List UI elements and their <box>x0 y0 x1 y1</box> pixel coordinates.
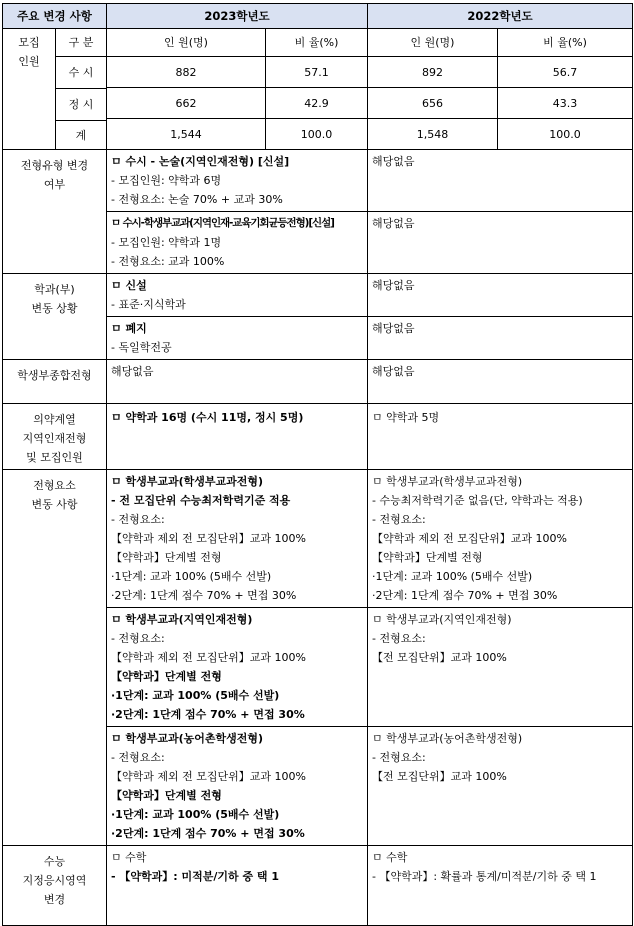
label-line: 및 모집인원 <box>26 451 83 464</box>
text-line: ·2단계: 1단계 점수 70% + 면접 30% <box>111 827 305 840</box>
text-line: ㅁ 수학 <box>111 851 147 864</box>
comprehensive-2023 <box>107 360 368 404</box>
text-line: 해당없음 <box>111 365 154 378</box>
text-line: - 【약학과】: 미적분/기하 중 택 1 <box>111 870 280 883</box>
element-change-2023-2 <box>107 608 368 727</box>
dept-change-2022-1 <box>368 274 633 317</box>
text-line: 해당없음 <box>372 322 415 335</box>
dept-change-label <box>3 274 107 360</box>
element-change-2022-2 <box>368 608 633 727</box>
text-line: ㅁ 학생부교과(학생부교과전형) <box>372 475 523 488</box>
text-line: 【약학과】단계별 전형 <box>111 551 222 564</box>
text-line: 해당없음 <box>372 217 415 230</box>
text-line: - 전형요소: <box>372 513 426 526</box>
text-line: ㅁ 학생부교과(농어촌학생전형) <box>372 732 523 745</box>
dept-change-2023-1 <box>107 274 368 317</box>
row-name-total: 계 <box>75 128 87 142</box>
comprehensive-label <box>3 360 107 404</box>
text-line: ㅁ 수시 - 논술(지역인재전형) [신설] <box>111 155 290 168</box>
ratio-2023: 42.9 <box>266 88 368 119</box>
type-change-2023-2 <box>107 212 368 274</box>
text-line: ㅁ 폐지 <box>111 322 147 335</box>
label-line: 변동 상황 <box>31 302 78 315</box>
text-line: ·1단계: 교과 100% (5배수 선발) <box>111 689 280 702</box>
text-line: 【전 모집단위】교과 100% <box>372 651 507 664</box>
label-line: 변동 사항 <box>31 498 78 511</box>
changes-table <box>2 3 633 926</box>
text-line: 【약학과】단계별 전형 <box>111 789 222 802</box>
label-line: 전형요소 <box>33 479 76 492</box>
text-line: - 모집인원: 약학과 1명 <box>111 236 222 249</box>
text-line: - 전형요소: 논술 70% + 교과 30% <box>111 193 283 206</box>
header-year-2023: 2023학년도 <box>107 4 368 29</box>
ratio-2023: 57.1 <box>266 57 368 88</box>
text-line: - 독일학전공 <box>111 341 172 354</box>
text-line: 해당없음 <box>372 155 415 168</box>
count-2023: 1,544 <box>107 119 266 150</box>
header-year-2022: 2022학년도 <box>368 4 633 29</box>
text-line: ·2단계: 1단계 점수 70% + 면접 30% <box>372 589 558 602</box>
text-line: 해당없음 <box>372 279 415 292</box>
label-line: 지역인재전형 <box>22 432 87 445</box>
text-line: - 전 모집단위 수능최저학력기준 적용 <box>111 494 291 507</box>
header-row <box>3 4 633 29</box>
text-line: 해당없음 <box>372 365 415 378</box>
recruit-header-row <box>3 29 633 57</box>
text-line: - 전형요소: <box>372 751 426 764</box>
label-line: 인원 <box>18 55 40 68</box>
text-line: - 전형요소: <box>111 513 165 526</box>
ratio-2022: 56.7 <box>498 57 633 88</box>
element-change-row-1 <box>3 470 633 608</box>
text-line: 【약학과 제외 전 모집단위】교과 100% <box>111 651 306 664</box>
text-line: - 전형요소: <box>372 632 426 645</box>
text-line: ㅁ 약학과 16명 (수시 11명, 정시 5명) <box>111 411 304 424</box>
col-ratio-2022: 비 율(%) <box>498 29 633 57</box>
text-line: ㅁ 수시-학생부교과(지역인재-교육기회균등전형)[신설] <box>111 217 334 229</box>
label-line: 전형유형 변경 <box>20 159 89 172</box>
row-name-susi: 수 시 <box>56 57 106 89</box>
text-line: ·1단계: 교과 100% (5배수 선발) <box>111 808 280 821</box>
count-2022: 892 <box>368 57 498 88</box>
label-line: 수능 <box>43 855 66 868</box>
col-count-2023: 인 원(명) <box>107 29 266 57</box>
header-title: 주요 변경 사항 <box>3 4 107 29</box>
text-line: ㅁ 학생부교과(지역인재전형) <box>372 613 512 626</box>
element-change-2022-1 <box>368 470 633 608</box>
text-line: ·2단계: 1단계 점수 70% + 면접 30% <box>111 708 305 721</box>
ratio-2022: 43.3 <box>498 88 633 119</box>
element-change-label <box>3 470 107 846</box>
col-ratio-2023: 비 율(%) <box>266 29 368 57</box>
type-change-label <box>3 150 107 274</box>
type-change-2023-1 <box>107 150 368 212</box>
count-2023: 662 <box>107 88 266 119</box>
text-line: 【전 모집단위】교과 100% <box>372 770 507 783</box>
ratio-2023: 100.0 <box>266 119 368 150</box>
text-line: - 모집인원: 약학과 6명 <box>111 174 222 187</box>
element-change-2023-3 <box>107 727 368 846</box>
text-line: ㅁ 신설 <box>111 279 147 292</box>
text-line: 【약학과 제외 전 모집단위】교과 100% <box>372 532 567 545</box>
recruit-label <box>3 29 56 149</box>
text-line: - 전형요소: 교과 100% <box>111 255 225 268</box>
text-line: - 수능최저학력기준 없음(단, 약학과는 적용) <box>372 494 583 507</box>
text-line: - 전형요소: <box>111 751 165 764</box>
element-change-2023-1 <box>107 470 368 608</box>
dept-change-2022-2 <box>368 317 633 360</box>
label-line: 변경 <box>43 893 66 906</box>
element-change-2022-3 <box>368 727 633 846</box>
dept-change-2023-2 <box>107 317 368 360</box>
text-line: 【약학과 제외 전 모집단위】교과 100% <box>111 532 306 545</box>
count-2022: 1,548 <box>368 119 498 150</box>
label-line: 지정응시영역 <box>22 874 87 887</box>
text-line: ㅁ 학생부교과(지역인재전형) <box>111 613 253 626</box>
type-change-2022-1 <box>368 150 633 212</box>
count-2022: 656 <box>368 88 498 119</box>
dept-change-row-1 <box>3 274 633 317</box>
label-line: 학생부종합전형 <box>17 369 92 382</box>
type-change-row-1 <box>3 150 633 212</box>
recruit-label-cell <box>3 29 107 150</box>
medical-label <box>3 404 107 470</box>
text-line: ㅁ 학생부교과(농어촌학생전형) <box>111 732 264 745</box>
text-line: ㅁ 약학과 5명 <box>372 411 440 424</box>
medical-2023 <box>107 404 368 470</box>
text-line: ·1단계: 교과 100% (5배수 선발) <box>111 570 272 583</box>
text-line: - 【약학과】: 확률과 통계/미적분/기하 중 택 1 <box>372 870 597 883</box>
label-line: 학과(부) <box>34 283 75 296</box>
col-type-header: 구 분 <box>56 29 106 57</box>
row-name-jeongsi: 정 시 <box>56 89 106 121</box>
col-count-2022: 인 원(명) <box>368 29 498 57</box>
count-2023: 882 <box>107 57 266 88</box>
text-line: 【약학과】단계별 전형 <box>372 551 483 564</box>
label-line: 모집 <box>18 36 40 49</box>
text-line: ·2단계: 1단계 점수 70% + 면접 30% <box>111 589 297 602</box>
text-line: ㅁ 학생부교과(학생부교과전형) <box>111 475 264 488</box>
medical-row <box>3 404 633 470</box>
medical-2022 <box>368 404 633 470</box>
comprehensive-2022 <box>368 360 633 404</box>
type-change-2022-2 <box>368 212 633 274</box>
ratio-2022: 100.0 <box>498 119 633 150</box>
text-line: ㅁ 수학 <box>372 851 408 864</box>
text-line: 【약학과】단계별 전형 <box>111 670 222 683</box>
text-line: - 표준·지식학과 <box>111 298 186 311</box>
comprehensive-row <box>3 360 633 404</box>
text-line: 【약학과 제외 전 모집단위】교과 100% <box>111 770 306 783</box>
text-line: ·1단계: 교과 100% (5배수 선발) <box>372 570 533 583</box>
label-line: 여부 <box>43 178 66 191</box>
text-line: - 전형요소: <box>111 632 165 645</box>
recruit-row-names <box>56 29 106 149</box>
label-line: 의약계열 <box>33 413 76 426</box>
